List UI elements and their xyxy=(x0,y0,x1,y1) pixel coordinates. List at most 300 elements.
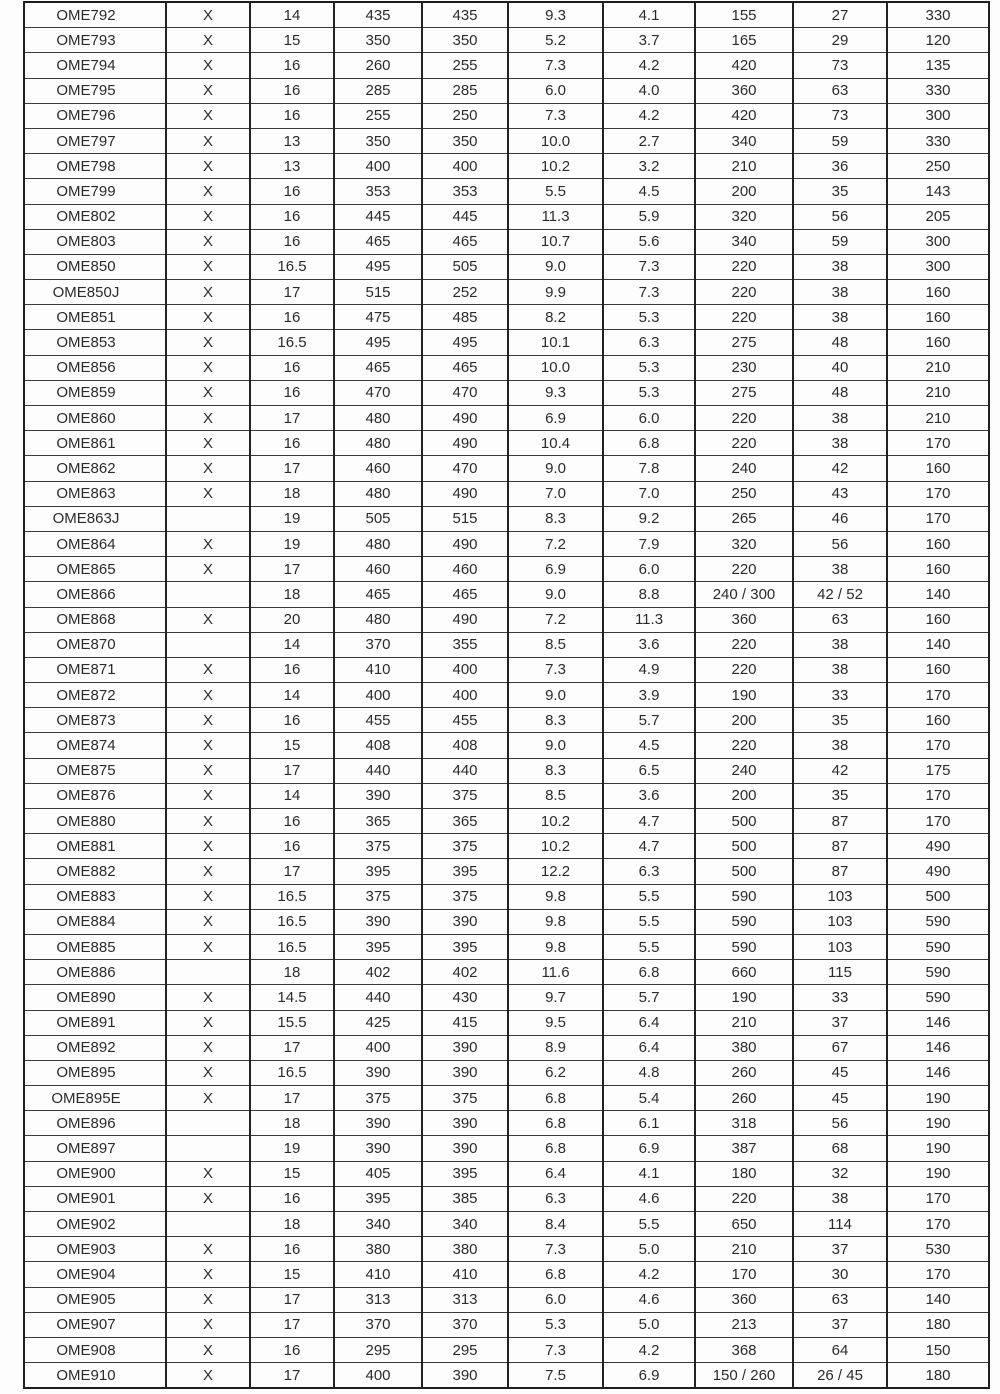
cell-marker: X xyxy=(166,305,250,330)
cell-col-9: 26 / 45 xyxy=(793,1363,887,1389)
table-row xyxy=(24,557,989,582)
cell-col-8: 220 xyxy=(695,280,793,305)
cell-col-8: 180 xyxy=(695,1161,793,1186)
cell-marker: X xyxy=(166,884,250,909)
cell-col-9: 37 xyxy=(793,1010,887,1035)
cell-col-6: 9.9 xyxy=(508,280,603,305)
cell-col-9: 38 xyxy=(793,632,887,657)
cell-col-3: 16 xyxy=(250,229,334,254)
cell-col-8: 650 xyxy=(695,1212,793,1237)
cell-col-4: 480 xyxy=(334,406,422,431)
cell-col-9: 43 xyxy=(793,481,887,506)
cell-col-7: 6.4 xyxy=(603,1010,695,1035)
cell-col-5: 460 xyxy=(422,557,508,582)
cell-marker: X xyxy=(166,229,250,254)
cell-marker: X xyxy=(166,708,250,733)
cell-marker: X xyxy=(166,1186,250,1211)
cell-col-6: 10.0 xyxy=(508,355,603,380)
cell-part-number: OME901 xyxy=(24,1186,166,1211)
cell-col-7: 4.7 xyxy=(603,809,695,834)
cell-col-10: 120 xyxy=(887,28,989,53)
cell-col-3: 13 xyxy=(250,128,334,153)
cell-col-7: 5.5 xyxy=(603,909,695,934)
cell-col-5: 252 xyxy=(422,280,508,305)
cell-col-10: 146 xyxy=(887,1010,989,1035)
cell-col-10: 170 xyxy=(887,431,989,456)
cell-col-4: 390 xyxy=(334,1060,422,1085)
cell-col-9: 103 xyxy=(793,934,887,959)
cell-col-10: 205 xyxy=(887,204,989,229)
table-row xyxy=(24,607,989,632)
cell-marker: X xyxy=(166,78,250,103)
cell-col-7: 3.6 xyxy=(603,783,695,808)
cell-col-5: 390 xyxy=(422,1136,508,1161)
table-row xyxy=(24,305,989,330)
cell-marker: X xyxy=(166,456,250,481)
cell-col-8: 190 xyxy=(695,683,793,708)
cell-col-3: 16 xyxy=(250,103,334,128)
cell-col-9: 64 xyxy=(793,1337,887,1362)
cell-col-8: 220 xyxy=(695,431,793,456)
cell-col-5: 390 xyxy=(422,1060,508,1085)
cell-col-7: 5.5 xyxy=(603,1212,695,1237)
cell-marker: X xyxy=(166,406,250,431)
cell-col-3: 16.5 xyxy=(250,1060,334,1085)
cell-col-3: 16.5 xyxy=(250,934,334,959)
cell-col-4: 390 xyxy=(334,783,422,808)
cell-col-6: 10.2 xyxy=(508,154,603,179)
cell-col-7: 7.9 xyxy=(603,531,695,556)
cell-col-8: 213 xyxy=(695,1312,793,1337)
cell-col-4: 465 xyxy=(334,582,422,607)
cell-col-3: 16 xyxy=(250,380,334,405)
cell-part-number: OME870 xyxy=(24,632,166,657)
cell-col-8: 220 xyxy=(695,305,793,330)
cell-col-10: 160 xyxy=(887,280,989,305)
cell-col-3: 15 xyxy=(250,28,334,53)
cell-col-6: 6.9 xyxy=(508,406,603,431)
cell-col-4: 445 xyxy=(334,204,422,229)
cell-marker: X xyxy=(166,103,250,128)
cell-marker: X xyxy=(166,1262,250,1287)
cell-col-9: 48 xyxy=(793,380,887,405)
cell-col-5: 490 xyxy=(422,531,508,556)
cell-col-5: 400 xyxy=(422,154,508,179)
cell-col-3: 17 xyxy=(250,1086,334,1111)
cell-col-9: 67 xyxy=(793,1035,887,1060)
cell-col-6: 5.3 xyxy=(508,1312,603,1337)
cell-col-9: 63 xyxy=(793,78,887,103)
cell-col-6: 9.0 xyxy=(508,456,603,481)
cell-col-10: 500 xyxy=(887,884,989,909)
cell-col-8: 590 xyxy=(695,884,793,909)
cell-marker: X xyxy=(166,758,250,783)
cell-part-number: OME860 xyxy=(24,406,166,431)
cell-marker: X xyxy=(166,859,250,884)
cell-part-number: OME863J xyxy=(24,506,166,531)
cell-col-3: 17 xyxy=(250,280,334,305)
cell-col-9: 42 xyxy=(793,758,887,783)
cell-part-number: OME907 xyxy=(24,1312,166,1337)
cell-col-5: 465 xyxy=(422,582,508,607)
cell-col-4: 350 xyxy=(334,128,422,153)
cell-col-3: 15 xyxy=(250,1262,334,1287)
cell-col-9: 56 xyxy=(793,1111,887,1136)
cell-col-8: 260 xyxy=(695,1086,793,1111)
cell-col-10: 140 xyxy=(887,1287,989,1312)
cell-marker xyxy=(166,582,250,607)
cell-col-9: 27 xyxy=(793,2,887,28)
cell-col-8: 387 xyxy=(695,1136,793,1161)
cell-col-7: 4.2 xyxy=(603,103,695,128)
cell-col-6: 8.3 xyxy=(508,708,603,733)
table-row xyxy=(24,1237,989,1262)
cell-marker: X xyxy=(166,1161,250,1186)
cell-part-number: OME872 xyxy=(24,683,166,708)
cell-col-8: 380 xyxy=(695,1035,793,1060)
cell-col-4: 375 xyxy=(334,834,422,859)
cell-col-5: 350 xyxy=(422,128,508,153)
cell-col-7: 6.1 xyxy=(603,1111,695,1136)
cell-col-7: 6.3 xyxy=(603,330,695,355)
table-row xyxy=(24,1060,989,1085)
cell-col-5: 380 xyxy=(422,1237,508,1262)
cell-col-8: 220 xyxy=(695,632,793,657)
cell-part-number: OME859 xyxy=(24,380,166,405)
cell-col-7: 6.5 xyxy=(603,758,695,783)
cell-part-number: OME850 xyxy=(24,254,166,279)
cell-part-number: OME851 xyxy=(24,305,166,330)
cell-col-4: 380 xyxy=(334,1237,422,1262)
table-row xyxy=(24,1010,989,1035)
cell-col-5: 430 xyxy=(422,985,508,1010)
table-row xyxy=(24,632,989,657)
cell-col-5: 490 xyxy=(422,406,508,431)
cell-marker: X xyxy=(166,431,250,456)
cell-col-6: 9.3 xyxy=(508,380,603,405)
cell-col-7: 5.9 xyxy=(603,204,695,229)
cell-col-8: 240 xyxy=(695,758,793,783)
cell-col-8: 200 xyxy=(695,179,793,204)
cell-col-6: 6.8 xyxy=(508,1086,603,1111)
cell-col-7: 4.8 xyxy=(603,1060,695,1085)
table-row xyxy=(24,456,989,481)
cell-col-8: 340 xyxy=(695,229,793,254)
cell-col-9: 37 xyxy=(793,1312,887,1337)
cell-col-8: 200 xyxy=(695,783,793,808)
cell-col-10: 180 xyxy=(887,1312,989,1337)
cell-col-8: 500 xyxy=(695,859,793,884)
cell-col-4: 515 xyxy=(334,280,422,305)
table-row xyxy=(24,1212,989,1237)
cell-part-number: OME871 xyxy=(24,657,166,682)
cell-col-6: 6.2 xyxy=(508,1060,603,1085)
cell-col-5: 390 xyxy=(422,1363,508,1389)
cell-col-7: 7.8 xyxy=(603,456,695,481)
cell-col-6: 9.3 xyxy=(508,2,603,28)
cell-col-9: 35 xyxy=(793,708,887,733)
cell-col-4: 480 xyxy=(334,431,422,456)
cell-col-6: 8.3 xyxy=(508,506,603,531)
table-row xyxy=(24,154,989,179)
cell-col-7: 4.2 xyxy=(603,1262,695,1287)
cell-marker: X xyxy=(166,1237,250,1262)
cell-col-9: 45 xyxy=(793,1060,887,1085)
table-row xyxy=(24,582,989,607)
cell-part-number: OME903 xyxy=(24,1237,166,1262)
cell-col-9: 87 xyxy=(793,859,887,884)
cell-col-6: 7.3 xyxy=(508,103,603,128)
cell-col-4: 505 xyxy=(334,506,422,531)
cell-part-number: OME900 xyxy=(24,1161,166,1186)
cell-col-4: 365 xyxy=(334,809,422,834)
cell-col-10: 170 xyxy=(887,1186,989,1211)
cell-part-number: OME895E xyxy=(24,1086,166,1111)
cell-marker: X xyxy=(166,204,250,229)
cell-part-number: OME856 xyxy=(24,355,166,380)
table-row xyxy=(24,909,989,934)
cell-col-8: 210 xyxy=(695,154,793,179)
cell-marker: X xyxy=(166,985,250,1010)
cell-col-7: 9.2 xyxy=(603,506,695,531)
cell-col-3: 18 xyxy=(250,1212,334,1237)
cell-col-10: 170 xyxy=(887,1212,989,1237)
cell-marker: X xyxy=(166,53,250,78)
cell-col-4: 465 xyxy=(334,355,422,380)
cell-col-7: 6.3 xyxy=(603,859,695,884)
cell-part-number: OME861 xyxy=(24,431,166,456)
cell-col-10: 590 xyxy=(887,985,989,1010)
cell-col-3: 16 xyxy=(250,834,334,859)
cell-col-4: 400 xyxy=(334,154,422,179)
cell-col-6: 6.0 xyxy=(508,1287,603,1312)
cell-col-7: 4.9 xyxy=(603,657,695,682)
cell-col-7: 7.0 xyxy=(603,481,695,506)
cell-col-3: 19 xyxy=(250,506,334,531)
cell-col-10: 170 xyxy=(887,481,989,506)
cell-marker: X xyxy=(166,531,250,556)
cell-col-9: 33 xyxy=(793,985,887,1010)
cell-col-3: 16 xyxy=(250,809,334,834)
table-row xyxy=(24,380,989,405)
cell-col-4: 285 xyxy=(334,78,422,103)
cell-part-number: OME802 xyxy=(24,204,166,229)
cell-col-10: 210 xyxy=(887,380,989,405)
cell-col-3: 17 xyxy=(250,758,334,783)
table-row xyxy=(24,229,989,254)
cell-col-6: 8.2 xyxy=(508,305,603,330)
cell-col-4: 408 xyxy=(334,733,422,758)
cell-col-8: 220 xyxy=(695,657,793,682)
cell-col-5: 402 xyxy=(422,960,508,985)
cell-col-6: 7.0 xyxy=(508,481,603,506)
cell-col-3: 16 xyxy=(250,355,334,380)
cell-col-7: 6.8 xyxy=(603,431,695,456)
cell-marker xyxy=(166,960,250,985)
cell-col-6: 7.5 xyxy=(508,1363,603,1389)
cell-part-number: OME902 xyxy=(24,1212,166,1237)
cell-col-7: 6.0 xyxy=(603,406,695,431)
cell-col-4: 410 xyxy=(334,657,422,682)
cell-col-4: 480 xyxy=(334,531,422,556)
cell-col-6: 10.0 xyxy=(508,128,603,153)
cell-col-6: 7.2 xyxy=(508,531,603,556)
cell-col-5: 445 xyxy=(422,204,508,229)
cell-part-number: OME905 xyxy=(24,1287,166,1312)
cell-col-4: 260 xyxy=(334,53,422,78)
cell-col-10: 190 xyxy=(887,1136,989,1161)
cell-marker: X xyxy=(166,733,250,758)
table-row xyxy=(24,1287,989,1312)
cell-col-8: 220 xyxy=(695,557,793,582)
cell-col-10: 180 xyxy=(887,1363,989,1389)
cell-col-6: 8.4 xyxy=(508,1212,603,1237)
cell-part-number: OME910 xyxy=(24,1363,166,1389)
table-row xyxy=(24,934,989,959)
cell-col-6: 7.3 xyxy=(508,1337,603,1362)
cell-col-6: 6.8 xyxy=(508,1136,603,1161)
cell-col-10: 160 xyxy=(887,330,989,355)
cell-col-7: 4.7 xyxy=(603,834,695,859)
cell-col-7: 5.3 xyxy=(603,305,695,330)
table-row xyxy=(24,884,989,909)
table-row xyxy=(24,531,989,556)
cell-col-8: 200 xyxy=(695,708,793,733)
cell-col-9: 30 xyxy=(793,1262,887,1287)
cell-col-5: 485 xyxy=(422,305,508,330)
cell-col-10: 590 xyxy=(887,934,989,959)
cell-col-4: 400 xyxy=(334,1035,422,1060)
cell-col-9: 38 xyxy=(793,280,887,305)
cell-col-9: 38 xyxy=(793,305,887,330)
cell-col-5: 250 xyxy=(422,103,508,128)
cell-col-6: 9.5 xyxy=(508,1010,603,1035)
cell-col-4: 255 xyxy=(334,103,422,128)
cell-col-6: 7.3 xyxy=(508,53,603,78)
cell-col-10: 210 xyxy=(887,355,989,380)
cell-col-7: 4.6 xyxy=(603,1186,695,1211)
cell-col-5: 490 xyxy=(422,607,508,632)
cell-part-number: OME880 xyxy=(24,809,166,834)
cell-marker: X xyxy=(166,557,250,582)
cell-marker: X xyxy=(166,355,250,380)
cell-col-7: 5.0 xyxy=(603,1237,695,1262)
cell-col-7: 5.6 xyxy=(603,229,695,254)
cell-part-number: OME862 xyxy=(24,456,166,481)
cell-col-4: 425 xyxy=(334,1010,422,1035)
cell-part-number: OME897 xyxy=(24,1136,166,1161)
table-row xyxy=(24,128,989,153)
cell-col-4: 405 xyxy=(334,1161,422,1186)
cell-part-number: OME796 xyxy=(24,103,166,128)
cell-col-7: 3.9 xyxy=(603,683,695,708)
cell-col-10: 146 xyxy=(887,1035,989,1060)
cell-col-4: 395 xyxy=(334,934,422,959)
cell-col-9: 46 xyxy=(793,506,887,531)
cell-col-7: 4.1 xyxy=(603,1161,695,1186)
cell-marker: X xyxy=(166,1287,250,1312)
cell-col-4: 460 xyxy=(334,557,422,582)
cell-col-6: 5.5 xyxy=(508,179,603,204)
cell-col-4: 313 xyxy=(334,1287,422,1312)
cell-col-9: 38 xyxy=(793,557,887,582)
table-row xyxy=(24,1035,989,1060)
cell-col-5: 365 xyxy=(422,809,508,834)
cell-col-7: 4.0 xyxy=(603,78,695,103)
cell-col-4: 353 xyxy=(334,179,422,204)
cell-col-7: 5.3 xyxy=(603,380,695,405)
cell-col-7: 4.2 xyxy=(603,53,695,78)
cell-marker: X xyxy=(166,1010,250,1035)
cell-marker xyxy=(166,632,250,657)
cell-col-9: 56 xyxy=(793,204,887,229)
cell-col-8: 220 xyxy=(695,254,793,279)
cell-col-10: 490 xyxy=(887,859,989,884)
cell-col-6: 6.8 xyxy=(508,1262,603,1287)
cell-col-5: 455 xyxy=(422,708,508,733)
table-row xyxy=(24,330,989,355)
cell-col-7: 6.4 xyxy=(603,1035,695,1060)
cell-col-8: 240 xyxy=(695,456,793,481)
cell-col-6: 10.1 xyxy=(508,330,603,355)
cell-part-number: OME797 xyxy=(24,128,166,153)
cell-col-4: 395 xyxy=(334,1186,422,1211)
cell-col-3: 18 xyxy=(250,582,334,607)
cell-col-8: 590 xyxy=(695,934,793,959)
cell-col-3: 17 xyxy=(250,456,334,481)
table-row xyxy=(24,683,989,708)
cell-col-6: 11.3 xyxy=(508,204,603,229)
cell-col-6: 7.3 xyxy=(508,657,603,682)
cell-col-10: 590 xyxy=(887,960,989,985)
table-row xyxy=(24,1363,989,1389)
cell-part-number: OME793 xyxy=(24,28,166,53)
table-row xyxy=(24,28,989,53)
table-row xyxy=(24,179,989,204)
cell-col-9: 73 xyxy=(793,103,887,128)
cell-col-5: 375 xyxy=(422,783,508,808)
cell-col-3: 16.5 xyxy=(250,330,334,355)
cell-col-3: 14 xyxy=(250,783,334,808)
cell-col-3: 16 xyxy=(250,708,334,733)
cell-col-6: 10.7 xyxy=(508,229,603,254)
cell-col-3: 13 xyxy=(250,154,334,179)
cell-col-9: 36 xyxy=(793,154,887,179)
cell-col-4: 375 xyxy=(334,1086,422,1111)
cell-col-3: 16.5 xyxy=(250,884,334,909)
cell-col-10: 160 xyxy=(887,531,989,556)
cell-col-5: 410 xyxy=(422,1262,508,1287)
cell-col-5: 495 xyxy=(422,330,508,355)
cell-col-9: 32 xyxy=(793,1161,887,1186)
cell-col-6: 9.0 xyxy=(508,254,603,279)
cell-col-6: 6.3 xyxy=(508,1186,603,1211)
cell-col-5: 285 xyxy=(422,78,508,103)
cell-col-8: 420 xyxy=(695,53,793,78)
cell-col-5: 385 xyxy=(422,1186,508,1211)
cell-col-7: 8.8 xyxy=(603,582,695,607)
cell-col-7: 5.3 xyxy=(603,355,695,380)
cell-col-8: 220 xyxy=(695,1186,793,1211)
cell-part-number: OME795 xyxy=(24,78,166,103)
cell-col-4: 410 xyxy=(334,1262,422,1287)
cell-part-number: OME866 xyxy=(24,582,166,607)
cell-col-5: 390 xyxy=(422,1035,508,1060)
cell-part-number: OME896 xyxy=(24,1111,166,1136)
cell-part-number: OME892 xyxy=(24,1035,166,1060)
cell-col-6: 8.3 xyxy=(508,758,603,783)
cell-col-3: 15 xyxy=(250,1161,334,1186)
